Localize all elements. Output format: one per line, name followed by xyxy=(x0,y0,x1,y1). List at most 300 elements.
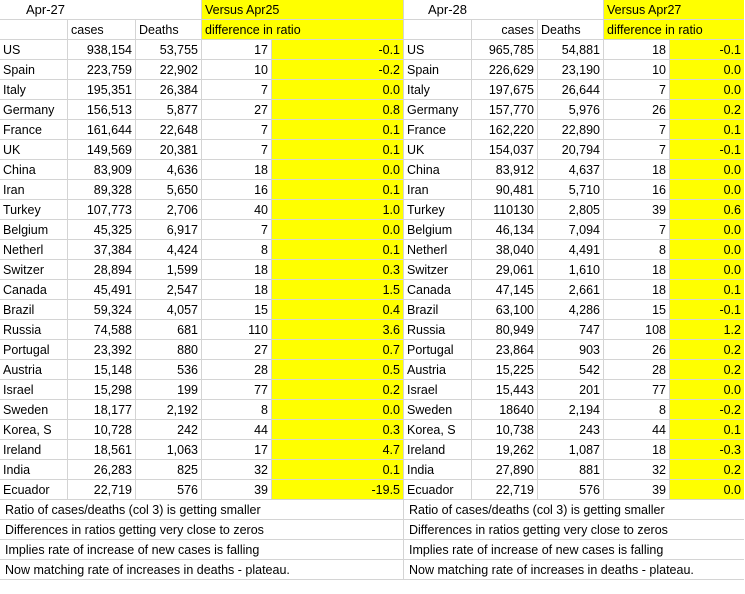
country-cell[interactable]: Iran xyxy=(404,180,472,199)
cases-cell[interactable]: 23,864 xyxy=(472,340,538,359)
deaths-cell[interactable]: 7,094 xyxy=(538,220,604,239)
country-cell[interactable]: Canada xyxy=(0,280,68,299)
cases-cell[interactable]: 45,491 xyxy=(68,280,136,299)
country-cell[interactable]: Italy xyxy=(0,80,68,99)
table-row xyxy=(0,160,403,180)
diff-cell[interactable]: 0.4 xyxy=(272,300,403,319)
ratio-cell[interactable]: 40 xyxy=(202,200,272,219)
col-header-cases[interactable]: cases xyxy=(472,20,538,39)
country-cell[interactable]: Spain xyxy=(404,60,472,79)
deaths-cell[interactable]: 880 xyxy=(136,340,202,359)
country-cell[interactable]: Ecuador xyxy=(0,480,68,499)
diff-cell[interactable]: 0.1 xyxy=(272,180,403,199)
table-row xyxy=(0,300,403,320)
deaths-cell[interactable]: 825 xyxy=(136,460,202,479)
cases-cell[interactable]: 965,785 xyxy=(472,40,538,59)
col-header-diff[interactable]: difference in ratio xyxy=(202,20,403,39)
country-cell[interactable]: France xyxy=(0,120,68,139)
country-cell[interactable]: Switzer xyxy=(404,260,472,279)
deaths-cell[interactable]: 6,917 xyxy=(136,220,202,239)
cases-cell[interactable]: 47,145 xyxy=(472,280,538,299)
deaths-cell[interactable]: 5,976 xyxy=(538,100,604,119)
table-row xyxy=(0,120,403,140)
header-row xyxy=(0,20,403,40)
cases-cell[interactable]: 27,890 xyxy=(472,460,538,479)
diff-cell[interactable]: 0.1 xyxy=(272,120,403,139)
country-cell[interactable]: Belgium xyxy=(0,220,68,239)
diff-cell[interactable]: 0.7 xyxy=(272,340,403,359)
deaths-cell[interactable]: 53,755 xyxy=(136,40,202,59)
table-row xyxy=(0,220,403,240)
country-cell[interactable]: Ireland xyxy=(404,440,472,459)
country-cell[interactable]: UK xyxy=(404,140,472,159)
country-cell[interactable]: Austria xyxy=(0,360,68,379)
table-row xyxy=(0,380,403,400)
cases-cell[interactable]: 223,759 xyxy=(68,60,136,79)
table-row xyxy=(0,180,403,200)
diff-cell[interactable]: 0.2 xyxy=(670,360,744,379)
diff-cell[interactable]: 0.0 xyxy=(272,80,403,99)
country-cell[interactable]: Brazil xyxy=(0,300,68,319)
ratio-cell[interactable]: 15 xyxy=(604,300,670,319)
cases-cell[interactable]: 10,728 xyxy=(68,420,136,439)
deaths-cell[interactable]: 243 xyxy=(538,420,604,439)
diff-cell[interactable]: 0.2 xyxy=(670,340,744,359)
country-cell[interactable]: Turkey xyxy=(404,200,472,219)
table-row xyxy=(0,40,403,60)
ratio-cell[interactable]: 110 xyxy=(202,320,272,339)
deaths-cell[interactable]: 2,661 xyxy=(538,280,604,299)
ratio-cell[interactable]: 7 xyxy=(202,80,272,99)
ratio-cell[interactable]: 44 xyxy=(604,420,670,439)
ratio-cell[interactable]: 28 xyxy=(604,360,670,379)
ratio-cell[interactable]: 8 xyxy=(604,240,670,259)
note-line[interactable]: Now matching rate of increases in deaths - plateau. xyxy=(0,560,403,580)
versus-label[interactable]: Versus Apr25 xyxy=(202,0,403,19)
ratio-cell[interactable]: 32 xyxy=(202,460,272,479)
table-row xyxy=(404,100,744,120)
cases-cell[interactable]: 162,220 xyxy=(472,120,538,139)
diff-cell[interactable]: 0.2 xyxy=(670,100,744,119)
cases-cell[interactable]: 938,154 xyxy=(68,40,136,59)
cases-cell[interactable]: 22,719 xyxy=(472,480,538,499)
country-cell[interactable]: Sweden xyxy=(0,400,68,419)
country-cell[interactable]: Germany xyxy=(0,100,68,119)
cases-cell[interactable]: 63,100 xyxy=(472,300,538,319)
cases-cell[interactable]: 28,894 xyxy=(68,260,136,279)
cases-cell[interactable]: 157,770 xyxy=(472,100,538,119)
deaths-cell[interactable]: 54,881 xyxy=(538,40,604,59)
table-row xyxy=(0,200,403,220)
country-cell[interactable]: France xyxy=(404,120,472,139)
ratio-cell[interactable]: 77 xyxy=(604,380,670,399)
notes xyxy=(0,500,403,580)
diff-cell[interactable]: 0.0 xyxy=(272,160,403,179)
diff-cell[interactable]: 0.1 xyxy=(272,460,403,479)
deaths-cell[interactable]: 576 xyxy=(136,480,202,499)
note-line[interactable]: Now matching rate of increases in deaths - plateau. xyxy=(404,560,744,580)
ratio-cell[interactable]: 7 xyxy=(202,120,272,139)
diff-cell[interactable]: 3.6 xyxy=(272,320,403,339)
country-cell[interactable]: Ireland xyxy=(0,440,68,459)
ratio-cell[interactable]: 17 xyxy=(202,40,272,59)
deaths-cell[interactable]: 26,384 xyxy=(136,80,202,99)
deaths-cell[interactable]: 2,805 xyxy=(538,200,604,219)
note-line[interactable]: Implies rate of increase of new cases is falling xyxy=(404,540,744,560)
cases-cell[interactable]: 10,738 xyxy=(472,420,538,439)
table-row xyxy=(404,420,744,440)
diff-cell[interactable]: 0.5 xyxy=(272,360,403,379)
table-row xyxy=(404,200,744,220)
country-cell[interactable]: Sweden xyxy=(404,400,472,419)
diff-cell[interactable]: 0.1 xyxy=(272,140,403,159)
cases-cell[interactable]: 59,324 xyxy=(68,300,136,319)
cases-cell[interactable]: 15,225 xyxy=(472,360,538,379)
deaths-cell[interactable]: 1,087 xyxy=(538,440,604,459)
cases-cell[interactable]: 89,328 xyxy=(68,180,136,199)
cases-cell[interactable]: 197,675 xyxy=(472,80,538,99)
table-row xyxy=(0,280,403,300)
diff-cell[interactable]: 0.0 xyxy=(670,160,744,179)
notes xyxy=(404,500,744,580)
diff-cell[interactable]: 0.0 xyxy=(272,400,403,419)
diff-cell[interactable]: 0.0 xyxy=(670,260,744,279)
ratio-cell[interactable]: 18 xyxy=(604,440,670,459)
table-row xyxy=(404,400,744,420)
table-row xyxy=(404,260,744,280)
cases-cell[interactable]: 80,949 xyxy=(472,320,538,339)
empty-cell[interactable] xyxy=(404,20,472,39)
panel-apr28 xyxy=(404,0,744,580)
note-line[interactable]: Ratio of cases/deaths (col 3) is getting smaller xyxy=(0,500,403,520)
col-header-cases[interactable]: cases xyxy=(68,20,136,39)
diff-cell[interactable]: 0.0 xyxy=(272,220,403,239)
title-row xyxy=(404,0,744,20)
cases-cell[interactable]: 83,912 xyxy=(472,160,538,179)
country-cell[interactable]: Russia xyxy=(0,320,68,339)
country-cell[interactable]: UK xyxy=(0,140,68,159)
deaths-cell[interactable]: 747 xyxy=(538,320,604,339)
table-row xyxy=(0,260,403,280)
country-cell[interactable]: Spain xyxy=(0,60,68,79)
ratio-cell[interactable]: 28 xyxy=(202,360,272,379)
country-cell[interactable]: Iran xyxy=(0,180,68,199)
diff-cell[interactable]: 0.6 xyxy=(670,200,744,219)
diff-cell[interactable]: 1.5 xyxy=(272,280,403,299)
cases-cell[interactable]: 154,037 xyxy=(472,140,538,159)
table-row xyxy=(404,280,744,300)
table-row xyxy=(404,480,744,500)
deaths-cell[interactable]: 1,599 xyxy=(136,260,202,279)
diff-cell[interactable]: 0.0 xyxy=(670,180,744,199)
deaths-cell[interactable]: 2,547 xyxy=(136,280,202,299)
col-header-diff[interactable]: difference in ratio xyxy=(604,20,744,39)
diff-cell[interactable]: -0.1 xyxy=(670,300,744,319)
versus-label[interactable]: Versus Apr27 xyxy=(604,0,744,19)
deaths-cell[interactable]: 4,286 xyxy=(538,300,604,319)
deaths-cell[interactable]: 903 xyxy=(538,340,604,359)
deaths-cell[interactable]: 26,644 xyxy=(538,80,604,99)
deaths-cell[interactable]: 2,706 xyxy=(136,200,202,219)
country-cell[interactable]: Germany xyxy=(404,100,472,119)
diff-cell[interactable]: 0.0 xyxy=(670,240,744,259)
table-row xyxy=(404,460,744,480)
diff-cell[interactable]: -0.3 xyxy=(670,440,744,459)
country-cell[interactable]: India xyxy=(0,460,68,479)
empty-cell[interactable] xyxy=(538,0,604,19)
table-row xyxy=(404,40,744,60)
ratio-cell[interactable]: 27 xyxy=(202,100,272,119)
diff-cell[interactable]: 0.0 xyxy=(670,80,744,99)
note-line[interactable]: Implies rate of increase of new cases is falling xyxy=(0,540,403,560)
ratio-cell[interactable]: 39 xyxy=(202,480,272,499)
deaths-cell[interactable]: 4,057 xyxy=(136,300,202,319)
deaths-cell[interactable]: 881 xyxy=(538,460,604,479)
empty-cell[interactable] xyxy=(0,20,68,39)
deaths-cell[interactable]: 20,381 xyxy=(136,140,202,159)
table-row xyxy=(0,80,403,100)
ratio-cell[interactable]: 8 xyxy=(202,240,272,259)
deaths-cell[interactable]: 5,650 xyxy=(136,180,202,199)
country-cell[interactable]: Turkey xyxy=(0,200,68,219)
country-cell[interactable]: Korea, S xyxy=(404,420,472,439)
data-rows xyxy=(404,40,744,500)
table-row xyxy=(404,320,744,340)
ratio-cell[interactable]: 18 xyxy=(604,40,670,59)
ratio-cell[interactable]: 7 xyxy=(604,140,670,159)
country-cell[interactable]: Portugal xyxy=(0,340,68,359)
table-row xyxy=(0,60,403,80)
deaths-cell[interactable]: 4,637 xyxy=(538,160,604,179)
diff-cell[interactable]: 0.1 xyxy=(670,280,744,299)
ratio-cell[interactable]: 10 xyxy=(604,60,670,79)
deaths-cell[interactable]: 536 xyxy=(136,360,202,379)
ratio-cell[interactable]: 18 xyxy=(604,260,670,279)
cases-cell[interactable]: 15,443 xyxy=(472,380,538,399)
date-title[interactable]: Apr-28 xyxy=(428,2,468,17)
ratio-cell[interactable]: 10 xyxy=(202,60,272,79)
ratio-cell[interactable]: 44 xyxy=(202,420,272,439)
deaths-cell[interactable]: 2,192 xyxy=(136,400,202,419)
cases-cell[interactable]: 83,909 xyxy=(68,160,136,179)
table-row xyxy=(0,240,403,260)
note-line[interactable]: Differences in ratios getting very close to zeros xyxy=(0,520,403,540)
cases-cell[interactable]: 37,384 xyxy=(68,240,136,259)
date-title[interactable]: Apr-27 xyxy=(26,2,66,17)
country-cell[interactable]: Netherl xyxy=(0,240,68,259)
diff-cell[interactable]: 0.0 xyxy=(670,480,744,499)
diff-cell[interactable]: -19.5 xyxy=(272,480,403,499)
country-cell[interactable]: Canada xyxy=(404,280,472,299)
diff-cell[interactable]: 4.7 xyxy=(272,440,403,459)
country-cell[interactable]: US xyxy=(404,40,472,59)
cases-cell[interactable]: 23,392 xyxy=(68,340,136,359)
deaths-cell[interactable]: 22,902 xyxy=(136,60,202,79)
deaths-cell[interactable]: 4,491 xyxy=(538,240,604,259)
diff-cell[interactable]: -0.2 xyxy=(272,60,403,79)
cases-cell[interactable]: 46,134 xyxy=(472,220,538,239)
cases-cell[interactable]: 15,148 xyxy=(68,360,136,379)
ratio-cell[interactable]: 77 xyxy=(202,380,272,399)
deaths-cell[interactable]: 199 xyxy=(136,380,202,399)
table-row xyxy=(0,140,403,160)
ratio-cell[interactable]: 8 xyxy=(604,400,670,419)
country-cell[interactable]: Italy xyxy=(404,80,472,99)
country-cell[interactable]: India xyxy=(404,460,472,479)
diff-cell[interactable]: -0.2 xyxy=(670,400,744,419)
cases-cell[interactable]: 18,561 xyxy=(68,440,136,459)
ratio-cell[interactable]: 18 xyxy=(202,280,272,299)
ratio-cell[interactable]: 17 xyxy=(202,440,272,459)
table-row xyxy=(404,380,744,400)
note-line[interactable]: Differences in ratios getting very close to zeros xyxy=(404,520,744,540)
ratio-cell[interactable]: 8 xyxy=(202,400,272,419)
country-cell[interactable]: Portugal xyxy=(404,340,472,359)
cases-cell[interactable]: 29,061 xyxy=(472,260,538,279)
diff-cell[interactable]: 0.2 xyxy=(670,460,744,479)
cases-cell[interactable]: 22,719 xyxy=(68,480,136,499)
country-cell[interactable]: Israel xyxy=(0,380,68,399)
diff-cell[interactable]: 0.2 xyxy=(272,380,403,399)
country-cell[interactable]: Switzer xyxy=(0,260,68,279)
cases-cell[interactable]: 45,325 xyxy=(68,220,136,239)
deaths-cell[interactable]: 5,877 xyxy=(136,100,202,119)
ratio-cell[interactable]: 32 xyxy=(604,460,670,479)
header-row xyxy=(404,20,744,40)
deaths-cell[interactable]: 576 xyxy=(538,480,604,499)
cases-cell[interactable]: 74,588 xyxy=(68,320,136,339)
ratio-cell[interactable]: 7 xyxy=(604,80,670,99)
country-cell[interactable]: Russia xyxy=(404,320,472,339)
diff-cell[interactable]: -0.1 xyxy=(670,40,744,59)
country-cell[interactable]: US xyxy=(0,40,68,59)
ratio-cell[interactable]: 16 xyxy=(604,180,670,199)
country-cell[interactable]: China xyxy=(0,160,68,179)
table-row xyxy=(0,320,403,340)
ratio-cell[interactable]: 39 xyxy=(604,200,670,219)
diff-cell[interactable]: -0.1 xyxy=(272,40,403,59)
table-row xyxy=(404,240,744,260)
ratio-cell[interactable]: 108 xyxy=(604,320,670,339)
diff-cell[interactable]: 0.0 xyxy=(670,220,744,239)
diff-cell[interactable]: 0.1 xyxy=(670,120,744,139)
deaths-cell[interactable]: 1,063 xyxy=(136,440,202,459)
diff-cell[interactable]: 0.8 xyxy=(272,100,403,119)
deaths-cell[interactable]: 22,890 xyxy=(538,120,604,139)
cases-cell[interactable]: 15,298 xyxy=(68,380,136,399)
ratio-cell[interactable]: 7 xyxy=(202,220,272,239)
country-cell[interactable]: Ecuador xyxy=(404,480,472,499)
country-cell[interactable]: Netherl xyxy=(404,240,472,259)
table-row xyxy=(404,60,744,80)
table-row xyxy=(404,440,744,460)
diff-cell[interactable]: 0.0 xyxy=(670,60,744,79)
country-cell[interactable]: China xyxy=(404,160,472,179)
diff-cell[interactable]: 0.3 xyxy=(272,420,403,439)
deaths-cell[interactable]: 22,648 xyxy=(136,120,202,139)
ratio-cell[interactable]: 26 xyxy=(604,340,670,359)
ratio-cell[interactable]: 39 xyxy=(604,480,670,499)
table-row xyxy=(404,120,744,140)
country-cell[interactable]: Korea, S xyxy=(0,420,68,439)
deaths-cell[interactable]: 681 xyxy=(136,320,202,339)
empty-cell[interactable] xyxy=(136,0,202,19)
cases-cell[interactable]: 195,351 xyxy=(68,80,136,99)
country-cell[interactable]: Austria xyxy=(404,360,472,379)
deaths-cell[interactable]: 542 xyxy=(538,360,604,379)
diff-cell[interactable]: 1.0 xyxy=(272,200,403,219)
ratio-cell[interactable]: 26 xyxy=(604,100,670,119)
col-header-deaths[interactable]: Deaths xyxy=(136,20,202,39)
ratio-cell[interactable]: 16 xyxy=(202,180,272,199)
ratio-cell[interactable]: 7 xyxy=(604,220,670,239)
ratio-cell[interactable]: 15 xyxy=(202,300,272,319)
ratio-cell[interactable]: 7 xyxy=(202,140,272,159)
ratio-cell[interactable]: 18 xyxy=(202,260,272,279)
ratio-cell[interactable]: 27 xyxy=(202,340,272,359)
deaths-cell[interactable]: 2,194 xyxy=(538,400,604,419)
ratio-cell[interactable]: 18 xyxy=(604,160,670,179)
ratio-cell[interactable]: 7 xyxy=(604,120,670,139)
table-row xyxy=(0,460,403,480)
cases-cell[interactable]: 156,513 xyxy=(68,100,136,119)
ratio-cell[interactable]: 18 xyxy=(604,280,670,299)
table-row xyxy=(0,400,403,420)
diff-cell[interactable]: 0.1 xyxy=(670,420,744,439)
deaths-cell[interactable]: 1,610 xyxy=(538,260,604,279)
table-row xyxy=(0,420,403,440)
cases-cell[interactable]: 161,644 xyxy=(68,120,136,139)
col-header-deaths[interactable]: Deaths xyxy=(538,20,604,39)
deaths-cell[interactable]: 4,424 xyxy=(136,240,202,259)
table-row xyxy=(0,340,403,360)
cases-cell[interactable]: 90,481 xyxy=(472,180,538,199)
diff-cell[interactable]: 0.3 xyxy=(272,260,403,279)
deaths-cell[interactable]: 242 xyxy=(136,420,202,439)
deaths-cell[interactable]: 20,794 xyxy=(538,140,604,159)
country-cell[interactable]: Belgium xyxy=(404,220,472,239)
table-row xyxy=(0,480,403,500)
cases-cell[interactable]: 26,283 xyxy=(68,460,136,479)
diff-cell[interactable]: 0.0 xyxy=(670,380,744,399)
country-cell[interactable]: Brazil xyxy=(404,300,472,319)
deaths-cell[interactable]: 5,710 xyxy=(538,180,604,199)
deaths-cell[interactable]: 4,636 xyxy=(136,160,202,179)
data-rows xyxy=(0,40,403,500)
cases-cell[interactable]: 107,773 xyxy=(68,200,136,219)
table-row xyxy=(404,140,744,160)
cases-cell[interactable]: 149,569 xyxy=(68,140,136,159)
deaths-cell[interactable]: 201 xyxy=(538,380,604,399)
cases-cell[interactable]: 19,262 xyxy=(472,440,538,459)
table-row xyxy=(404,220,744,240)
diff-cell[interactable]: 1.2 xyxy=(670,320,744,339)
deaths-cell[interactable]: 23,190 xyxy=(538,60,604,79)
cases-cell[interactable]: 38,040 xyxy=(472,240,538,259)
table-row xyxy=(0,100,403,120)
country-cell[interactable]: Israel xyxy=(404,380,472,399)
note-line[interactable]: Ratio of cases/deaths (col 3) is getting smaller xyxy=(404,500,744,520)
cases-cell[interactable]: 226,629 xyxy=(472,60,538,79)
table-row xyxy=(404,340,744,360)
table-row xyxy=(0,360,403,380)
diff-cell[interactable]: -0.1 xyxy=(670,140,744,159)
diff-cell[interactable]: 0.1 xyxy=(272,240,403,259)
cases-cell[interactable]: 110130 xyxy=(472,200,538,219)
cases-cell[interactable]: 18,177 xyxy=(68,400,136,419)
ratio-cell[interactable]: 18 xyxy=(202,160,272,179)
cases-cell[interactable]: 18640 xyxy=(472,400,538,419)
